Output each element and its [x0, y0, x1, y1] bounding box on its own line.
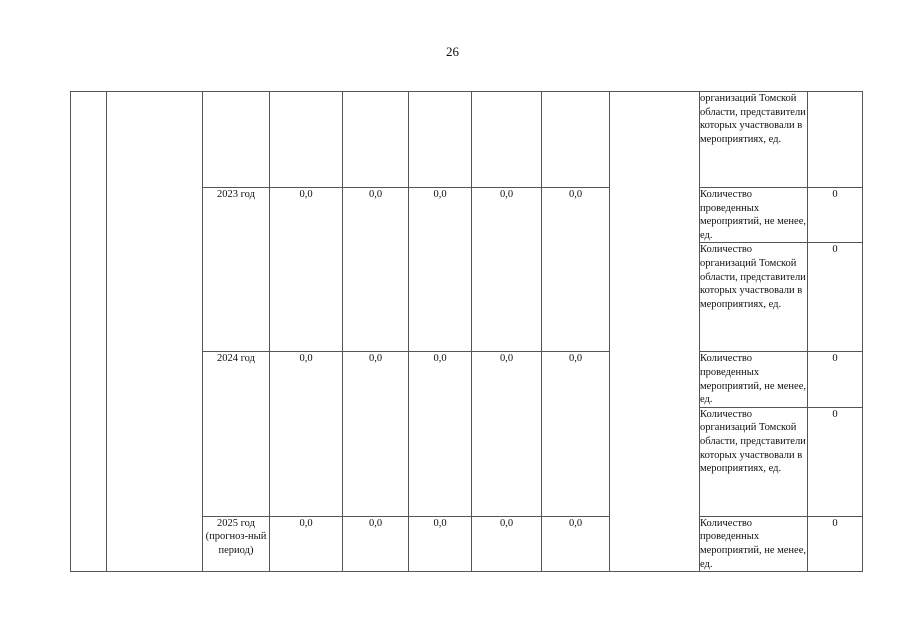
indicator-value: [808, 92, 863, 188]
year-cell: 2023 год: [203, 188, 270, 352]
value-cell: 0,0: [343, 188, 409, 352]
value-cell: 0,0: [343, 352, 409, 516]
number-cell: [71, 92, 107, 572]
year-cell: [203, 92, 270, 188]
value-cell: 0,0: [542, 352, 610, 516]
value-cell: [343, 92, 409, 188]
value-cell: [472, 92, 542, 188]
value-cell: 0,0: [542, 188, 610, 352]
value-cell: 0,0: [270, 516, 343, 571]
value-cell: 0,0: [472, 516, 542, 571]
indicator-name: Количество проведенных мероприятий, не менее, ед.: [700, 352, 808, 407]
year-cell: [203, 516, 270, 571]
value-cell: 0,0: [542, 516, 610, 571]
indicator-value: 0: [808, 407, 863, 516]
value-cell: 0,0: [270, 352, 343, 516]
indicator-name: организаций Томской области, представители которых участвовали в мероприятиях, ед.: [700, 92, 808, 188]
indicator-value: 0: [808, 516, 863, 571]
value-cell: [270, 92, 343, 188]
indicator-name: Количество организаций Томской области, представители которых участвовали в мероприятиях, ед.: [700, 407, 808, 516]
value-cell: 0,0: [270, 188, 343, 352]
year-cell: 2024 год: [203, 352, 270, 516]
executor-cell: [610, 92, 700, 572]
value-cell: 0,0: [472, 188, 542, 352]
value-cell: [409, 92, 472, 188]
value-cell: 0,0: [409, 188, 472, 352]
indicator-value: 0: [808, 188, 863, 243]
indicator-name: Количество проведенных мероприятий, не менее, ед.: [700, 516, 808, 571]
value-cell: 0,0: [472, 352, 542, 516]
indicator-value: 0: [808, 352, 863, 407]
table-row: [71, 92, 863, 188]
year-label: 2025 год (прогноз-ный период): [205, 517, 267, 556]
indicator-name: Количество проведенных мероприятий, не менее, ед.: [700, 188, 808, 243]
name-cell: [107, 92, 203, 572]
value-cell: [542, 92, 610, 188]
page-number: 26: [446, 44, 459, 59]
value-cell: 0,0: [409, 352, 472, 516]
value-cell: 0,0: [409, 516, 472, 571]
value-cell: 0,0: [343, 516, 409, 571]
indicator-value: 0: [808, 243, 863, 352]
indicator-name: Количество организаций Томской области, представители которых участвовали в мероприятиях, ед.: [700, 243, 808, 352]
program-table: [70, 91, 863, 572]
